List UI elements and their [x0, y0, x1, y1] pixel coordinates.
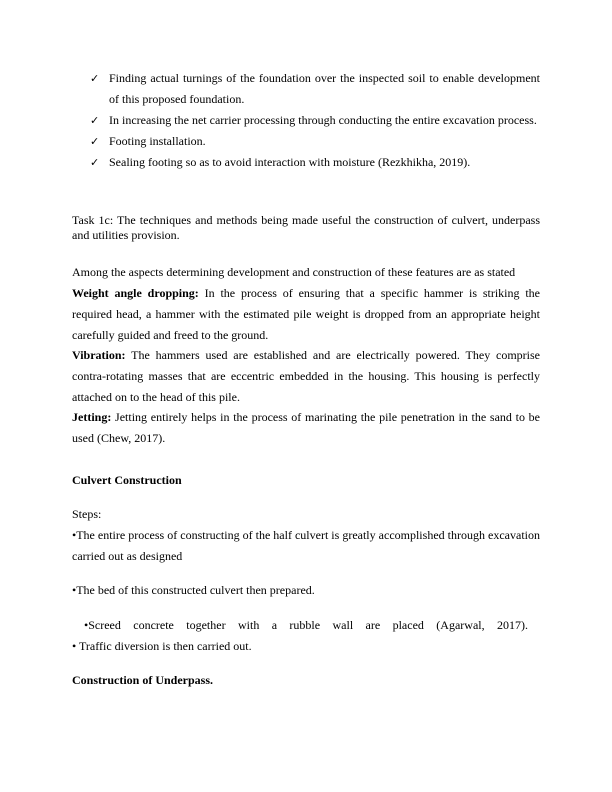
- checklist: [90, 68, 540, 173]
- vibration-text: The hammers used are established and are electrically powered. They comprise contra-rotating masses that are eccentric embedded in the housing. This housing is perfectly attached on to the head of this pile.: [72, 348, 540, 404]
- vibration-label: Vibration:: [72, 348, 126, 362]
- weight-angle-text: In the process of ensuring that a specific hammer is striking the required head, a hammer with the estimated pile weight is dropped from an appropriate height carefully guided and freed to the ground.: [72, 286, 540, 342]
- checklist-item: [90, 131, 540, 152]
- culvert-step-1: •The entire process of constructing of the half culvert is greatly accomplished through excavation carried out as designed: [72, 528, 540, 563]
- checkmark-icon: ✓: [90, 156, 100, 169]
- task1c-heading: Task 1c: The techniques and methods being made useful the construction of culvert, underpass and utilities provision.: [72, 213, 540, 242]
- checklist-item-text: Finding actual turnings of the foundation over the inspected soil to enable development of this proposed foundation.: [109, 71, 540, 106]
- checkmark-icon: ✓: [90, 114, 100, 127]
- task1c-intro: Among the aspects determining development and construction of these features are as stated: [72, 265, 516, 279]
- checklist-item-text: Footing installation.: [109, 134, 206, 148]
- culvert-step-3: •Screed concrete together with a rubble wall are placed (Agarwal, 2017).: [84, 618, 528, 632]
- checklist-item-text: In increasing the net carrier processing through conducting the entire excavation process.: [109, 113, 537, 127]
- jetting-paragraph: [72, 407, 540, 449]
- checkmark-icon: ✓: [90, 135, 100, 148]
- culvert-step-2: •The bed of this constructed culvert then prepared.: [72, 583, 315, 597]
- vibration-paragraph: [72, 345, 540, 408]
- checklist-item: [90, 68, 540, 110]
- weight-angle-paragraph: [72, 283, 540, 346]
- underpass-heading: Construction of Underpass.: [72, 673, 214, 687]
- weight-angle-label: Weight angle dropping:: [72, 286, 199, 300]
- checkmark-icon: ✓: [90, 72, 100, 85]
- jetting-label: Jetting:: [72, 410, 112, 424]
- steps-label: Steps:: [72, 507, 102, 521]
- checklist-item: [90, 152, 540, 173]
- culvert-heading: Culvert Construction: [72, 473, 182, 487]
- checklist-item: [90, 110, 540, 131]
- culvert-step-4: • Traffic diversion is then carried out.: [72, 639, 252, 653]
- checklist-item-text: Sealing footing so as to avoid interaction with moisture (Rezkhikha, 2019).: [109, 155, 471, 169]
- jetting-text: Jetting entirely helps in the process of marinating the pile penetration in the sand to be used (Chew, 2017).: [72, 410, 540, 445]
